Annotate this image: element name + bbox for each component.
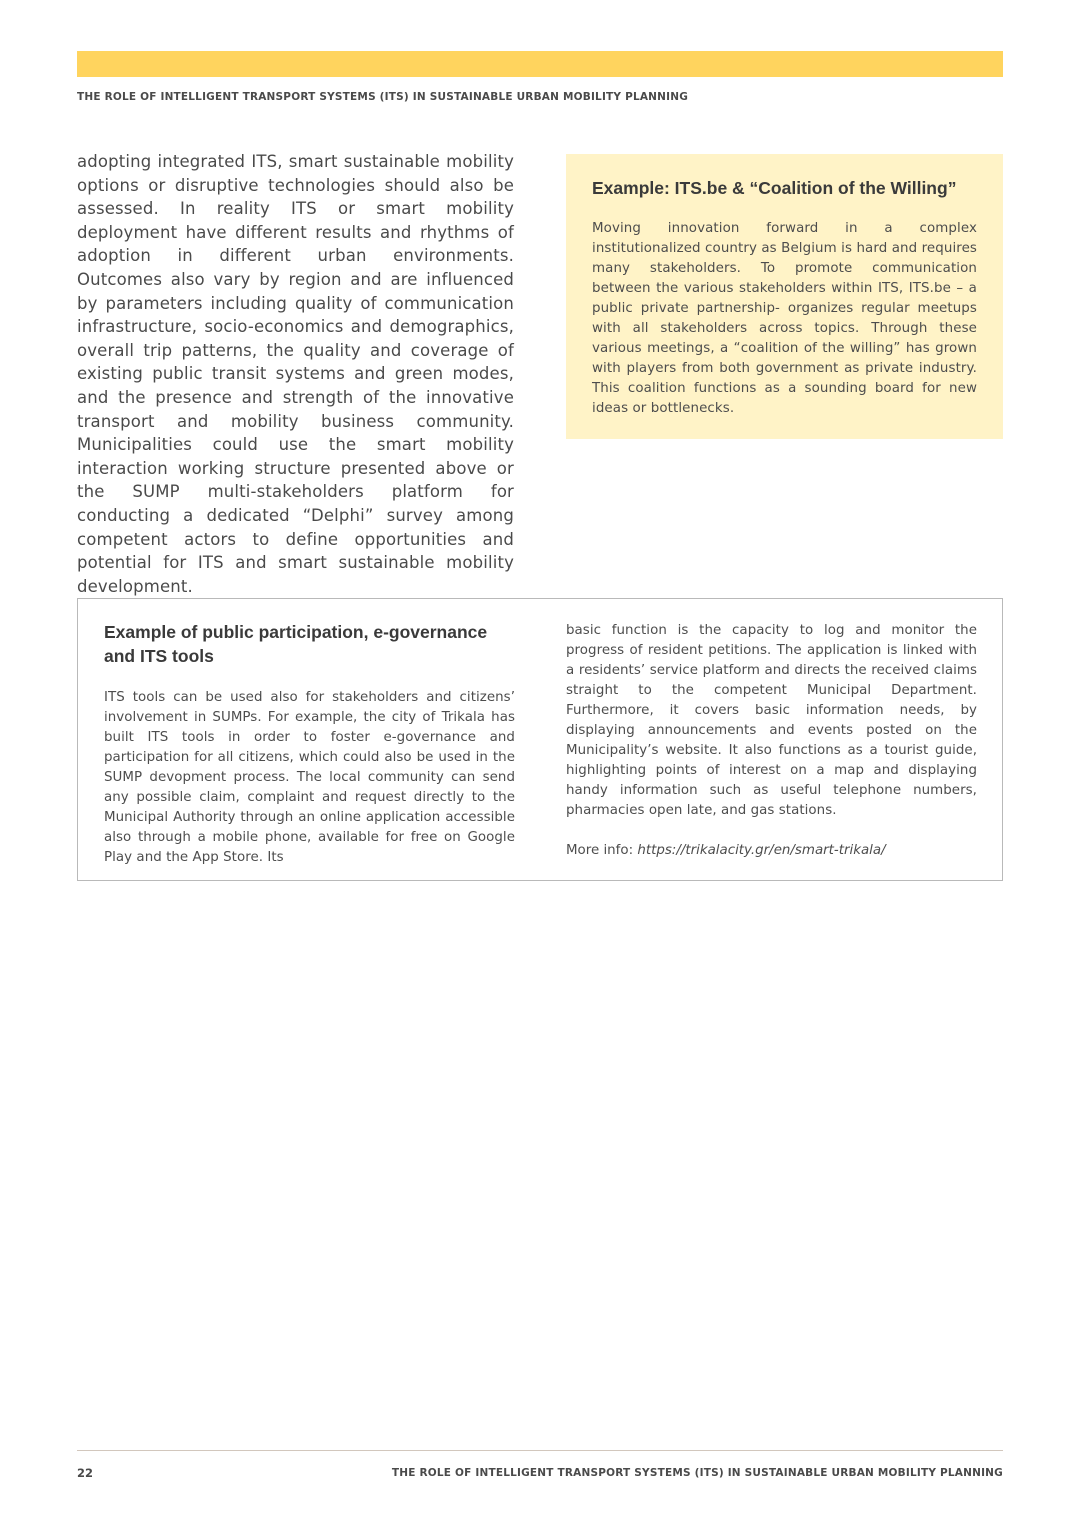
example-left-text: ITS tools can be used also for stakeholders and citizens’ involvement in SUMPs. For example, the city of Trikala has built ITS tools in order to foster e-governance and participation for all citizens, which could also be used in the SUMP devopment process. The local community can send any possible claim, complaint and request directly to the Municipal Authority through an online application accessible also through a mobile phone, available for free on Google Play and the App Store. Its [104,690,515,865]
callout-its-be [566,154,1003,439]
example-box-trikala [77,598,1003,881]
body-paragraph: adopting integrated ITS, smart sustainable mobility options or disruptive technologies should also be assessed. In reality ITS or smart mobility deployment have different results and rhythms of adoption in different urban environments. Outcomes also vary by region and are influenced by parameters including quality of communication infrastructure, socio-economics and demographics, overall trip patterns, the quality and coverage of existing public transit systems and green modes, and the presence and strength of the innovative transport and mobility business community. Municipalities could use the smart mobility interaction working structure presented above or the SUMP multi-stakeholders platform for conducting a dedicated “Delphi” survey among competent actors to define opportunities and potential for ITS and smart sustainable mobility development. [77,152,514,596]
footer-divider [77,1450,1003,1451]
running-footer: THE ROLE OF INTELLIGENT TRANSPORT SYSTEMS (ITS) IN SUSTAINABLE URBAN MOBILITY PLANNING [391,1467,1003,1479]
example-left-column [104,621,515,868]
more-info-link[interactable]: https://trikalacity.gr/en/smart-trikala/ [637,843,886,858]
callout-title: Example: ITS.be & “Coalition of the Willing” [592,178,957,198]
page-number: 22 [77,1466,94,1480]
callout-body: Moving innovation forward in a complex institutionalized country as Belgium is hard and requires many stakeholders. To promote communication between the various stakeholders within ITS, ITS.be – a public private partnership- organizes regular meetups with all stakeholders across topics. Through these various meetings, a “coalition of the willing” has grown with players from both government as private industry. This coalition functions as a sounding board for new ideas or bottlenecks. [592,221,977,416]
more-info-label: More info: [566,843,638,858]
example-title: Example of public participation, e-governance and ITS tools [104,622,488,666]
running-header: THE ROLE OF INTELLIGENT TRANSPORT SYSTEMS (ITS) IN SUSTAINABLE URBAN MOBILITY PLANNING [77,91,689,103]
example-right-column [566,621,977,861]
more-info [566,841,977,861]
header-accent-bar [77,51,1003,77]
example-right-text: basic function is the capacity to log and monitor the progress of resident petitions. The application is linked with a residents’ service platform and directs the received claims straight to the competent Municipal Department. Furthermore, it covers basic information needs, by displaying announcements and events posted on the Municipality’s website. It also functions as a tourist guide, highlighting points of interest on a map and displaying handy information such as useful telephone numbers, pharmacies open late, and gas stations. [566,623,977,818]
